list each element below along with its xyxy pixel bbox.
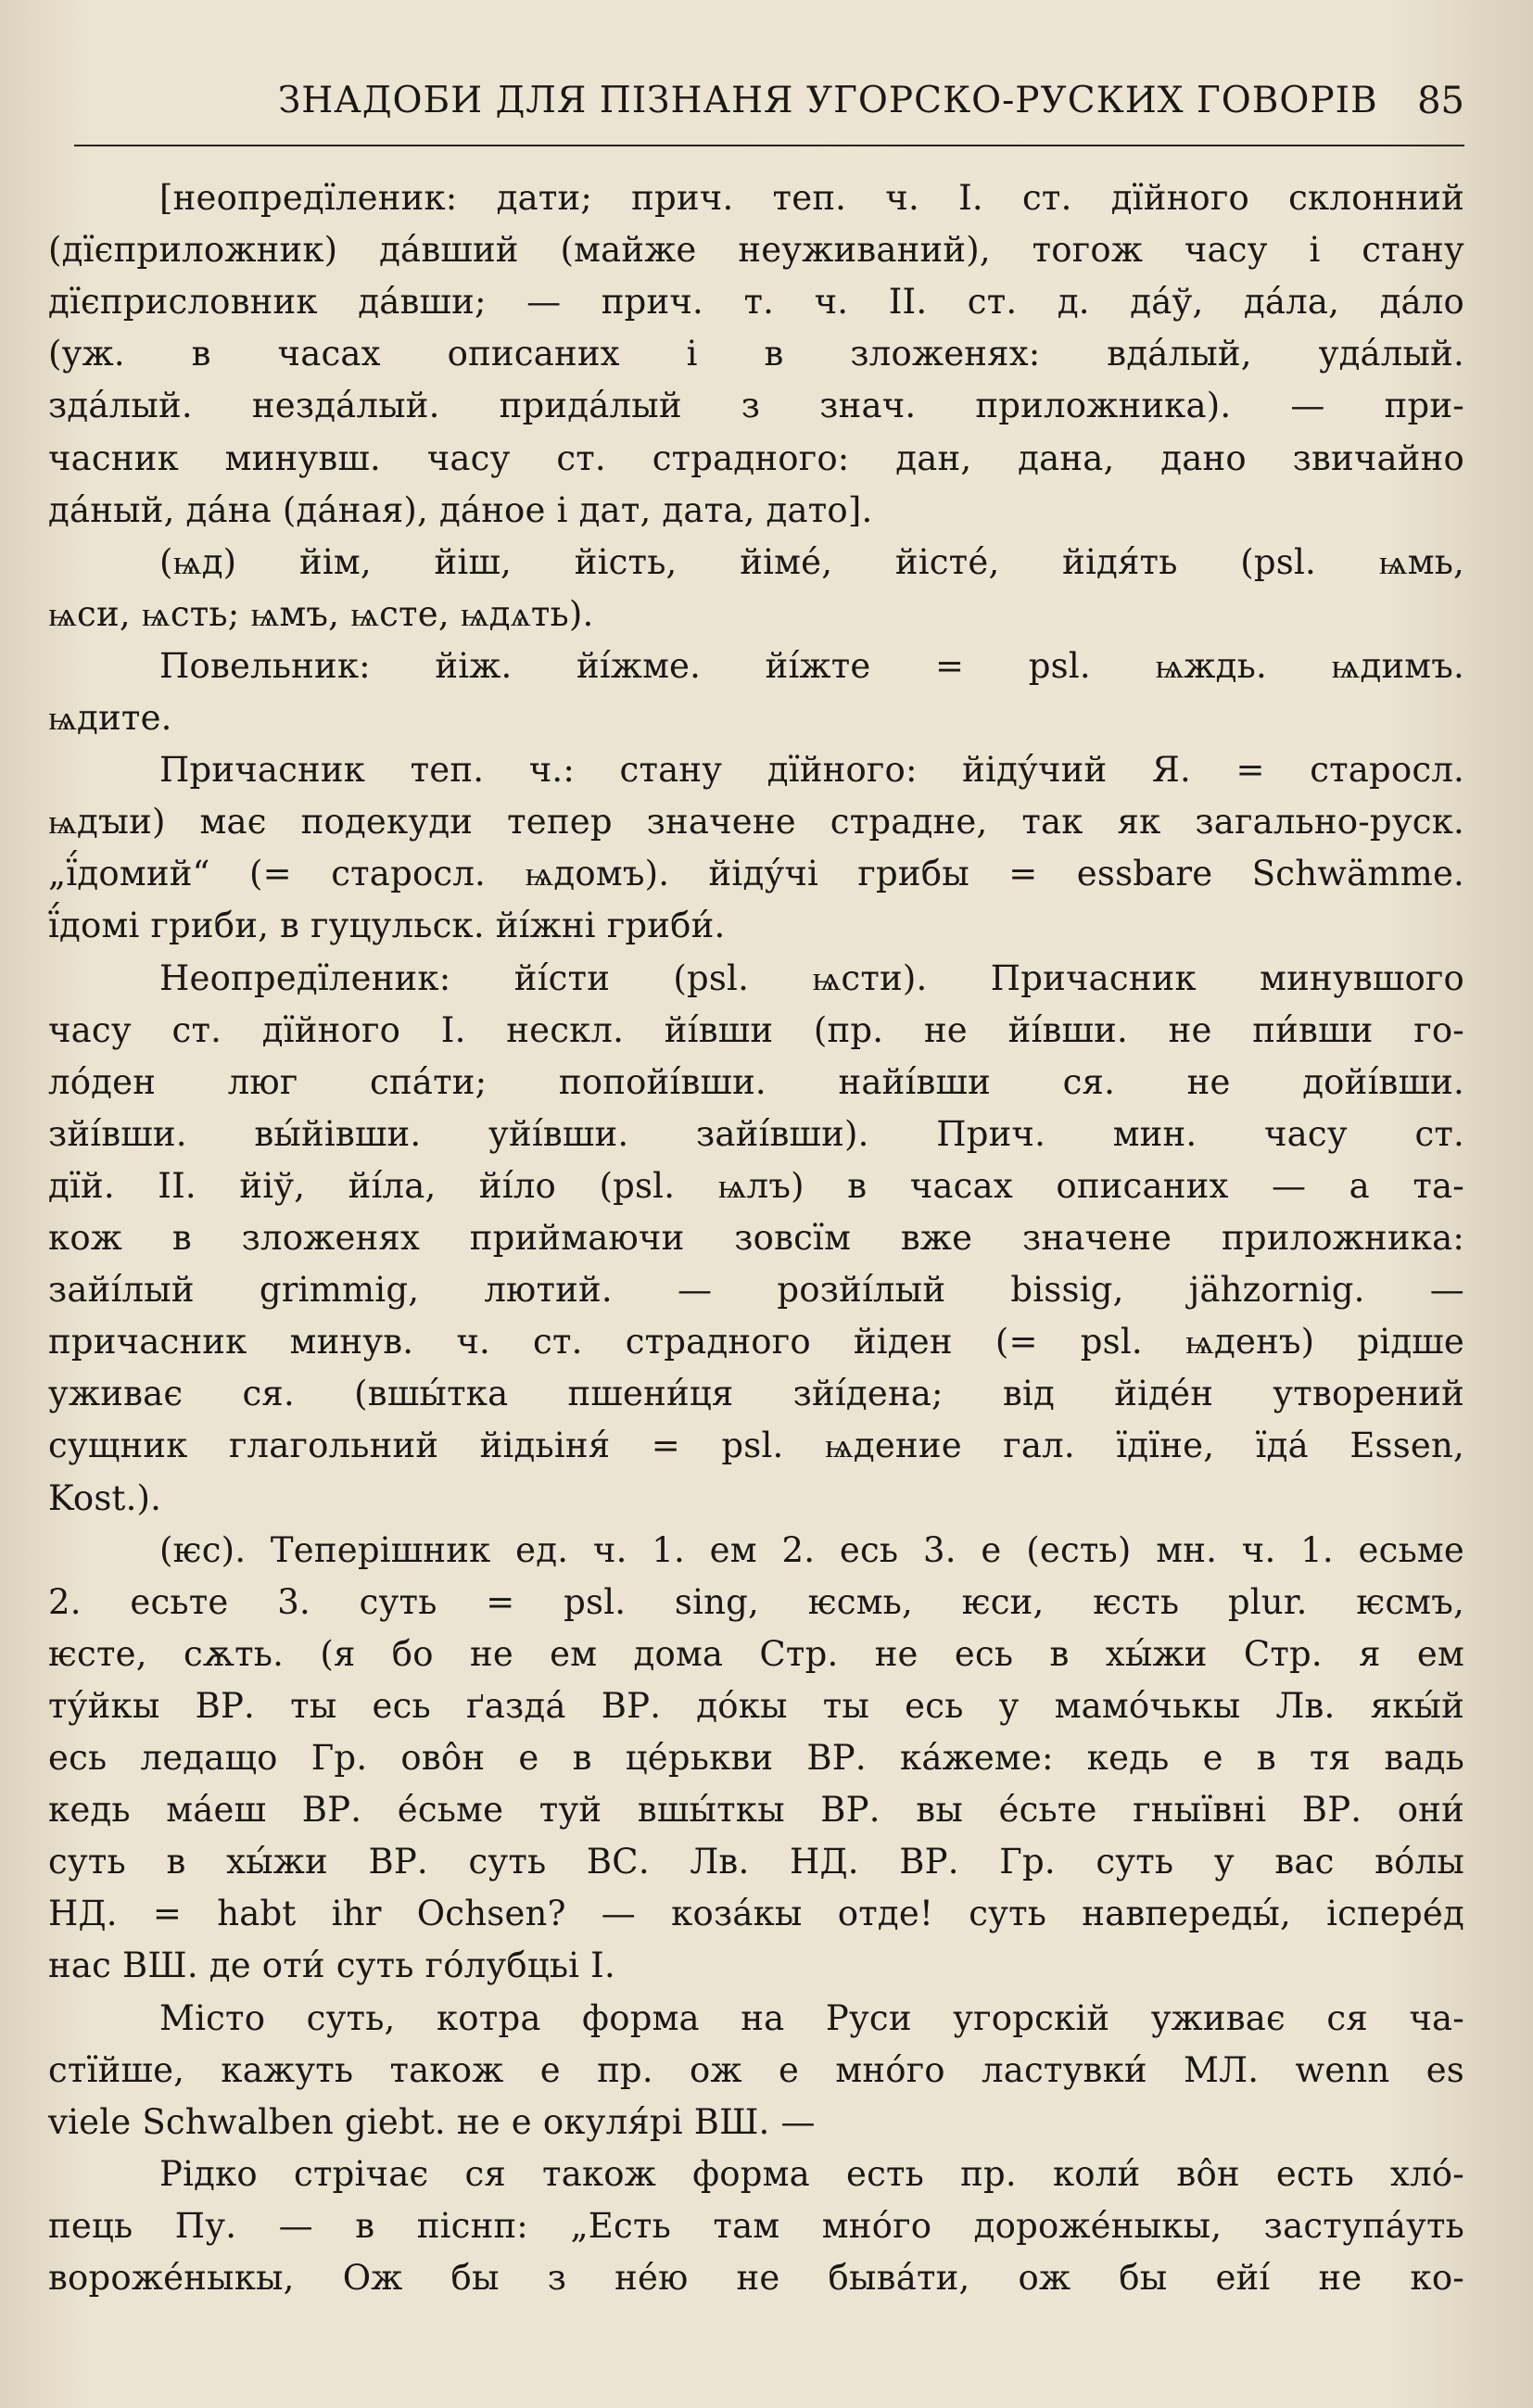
text-line: сущник глагольний йідьіня́ = psl. ѩдение гал. їдїне, їда́ Essen, bbox=[48, 1426, 1464, 1466]
text-line: 2. есьте 3. суть = psl. sing, ѥсмь, ѥси, ѥсть plur. ѥсмъ, bbox=[48, 1581, 1464, 1622]
text-line: (дїєприложник) да́вший (майже неуживаний), тогож часу і стану bbox=[48, 230, 1464, 271]
text-line: нас ВШ. де оти́ суть го́лубцьі I. bbox=[48, 1945, 615, 1986]
text-line: зайі́лый grimmig, лютий. — розйі́лый bissig, jähzornig. — bbox=[48, 1270, 1464, 1311]
text-line: [неопредїленик: дати; прич. теп. ч. І. ст. дїйного склонний bbox=[159, 178, 1464, 218]
text-line: „ї́домий“ (= старосл. ѩдомъ). йіду́чі грибы = essbare Schwämme. bbox=[48, 854, 1464, 894]
text-line: дїй. II. йіў, йі́ла, йі́ло (psl. ѩлъ) в часах описаних — а та- bbox=[48, 1165, 1464, 1206]
text-line: суть в хы́жи ВР. суть ВС. Лв. НД. ВР. Гр. суть у вас во́лы bbox=[48, 1842, 1464, 1882]
text-line: зда́лый. незда́лый. прида́лый з знач. приложника). — при- bbox=[48, 386, 1464, 426]
text-line: НД. = habt ihr Ochsen? — коза́кы отде! суть навпереды́, іспере́д bbox=[48, 1894, 1464, 1934]
text-line: ѩдꙑи) має подекуди тепер значене страдне, так як загально-руск. bbox=[48, 802, 1464, 843]
text-line: Kost.). bbox=[48, 1477, 162, 1518]
body-text bbox=[48, 174, 1464, 2380]
text-line: Причасник теп. ч.: стану дїйного: йіду́чий Я. = старосл. bbox=[159, 750, 1464, 791]
text-line: вороже́ныкы, Ож бы з не́ю не быва́ти, ож бы ейі́ не ко- bbox=[48, 2258, 1464, 2298]
text-line: стїйше, кажуть також е пр. ож е мно́го ластувки́ МЛ. wenn es bbox=[48, 2049, 1464, 2090]
text-line: Неопредїленик: йі́сти (psl. ѩсти). Причасник минувшого bbox=[159, 957, 1464, 998]
text-line: Повельник: йіж. йі́жме. йі́жте = psl. ѩждь. ѩдимъ. bbox=[159, 645, 1464, 686]
text-line: есь ледащо Гр. овôн е в це́рькви ВР. ка́жеме: кедь е в тя вадь bbox=[48, 1738, 1464, 1778]
text-line: ту́йкы ВР. ты есь ґазда́ ВР. до́кы ты есь у мамо́чькы Лв. якы́й bbox=[48, 1685, 1464, 1726]
text-line: ѩдите. bbox=[48, 698, 172, 738]
text-line: ѩси, ѩсть; ѩмъ, ѩсте, ѩдѧть). bbox=[48, 593, 594, 634]
text-line: (ѩд) йім, йіш, йість, йіме́, йісте́, йідя́ть (psl. ѩмь, bbox=[159, 541, 1464, 582]
text-line: (ѥс). Теперішник ед. ч. 1. ем 2. есь 3. е (есть) мн. ч. 1. есьме bbox=[159, 1529, 1464, 1570]
text-line: кедь ма́еш ВР. е́сьме туй вшы́ткы ВР. вы е́сьте гныївні ВР. они́ bbox=[48, 1790, 1464, 1831]
page-number: 85 bbox=[1417, 80, 1464, 122]
text-line: кож в зложенях приймаючи зовсїм вже значене приложника: bbox=[48, 1218, 1464, 1258]
text-line: viele Schwalben giebt. не е окуля́рі ВШ. — bbox=[48, 2101, 816, 2142]
text-line: уживає ся. (вшы́тка пшени́ця зйі́дена; від йіде́н утворений bbox=[48, 1374, 1464, 1414]
text-line: причасник минув. ч. ст. страдного йіден (= psl. ѩденъ) рідше bbox=[48, 1322, 1464, 1362]
text-line: Місто суть, котра форма на Руси угорскій уживає ся ча- bbox=[159, 1997, 1464, 2038]
text-line: да́ный, да́на (да́ная), да́ное і дат, дата, дато]. bbox=[48, 489, 873, 530]
text-line: часник минувш. часу ст. страдного: дан, дана, дано звичайно bbox=[48, 437, 1464, 478]
text-line: ї́домі гриби, в гуцульск. йі́жні гриби́. bbox=[48, 906, 726, 946]
text-line: ѥсте, сѫть. (я бо не ем дома Стр. не есь в хы́жи Стр. я ем bbox=[48, 1633, 1464, 1674]
running-title: ЗНАДОБИ ДЛЯ ПІЗНАНЯ УГОРСКО-РУСКИХ ГОВОРІВ bbox=[278, 80, 1378, 121]
text-line: часу ст. дїйного I. нескл. йі́вши (пр. не йі́вши. не пи́вши го- bbox=[48, 1009, 1464, 1050]
page-header bbox=[74, 72, 1464, 146]
header-rule bbox=[74, 145, 1464, 146]
text-line: Рідко стрічає ся також форма есть пр. коли́ вôн есть хло́- bbox=[159, 2153, 1464, 2194]
text-line: ло́ден люг спа́ти; попойі́вши. найі́вши ся. не дойі́вши. bbox=[48, 1061, 1464, 1102]
text-line: пець Пу. — в піснп: „Есть там мно́го дороже́ныкы, заступа́уть bbox=[48, 2205, 1464, 2246]
text-line: зйі́вши. вы́йівши. уйі́вши. зайі́вши). Прич. мин. часу ст. bbox=[48, 1113, 1464, 1154]
text-line: дїєприсловник да́вши; — прич. т. ч. II. ст. д. да́ў, да́ла, да́ло bbox=[48, 282, 1464, 323]
text-line: (уж. в часах описаних і в зложенях: вда́лый, уда́лый. bbox=[48, 334, 1464, 374]
